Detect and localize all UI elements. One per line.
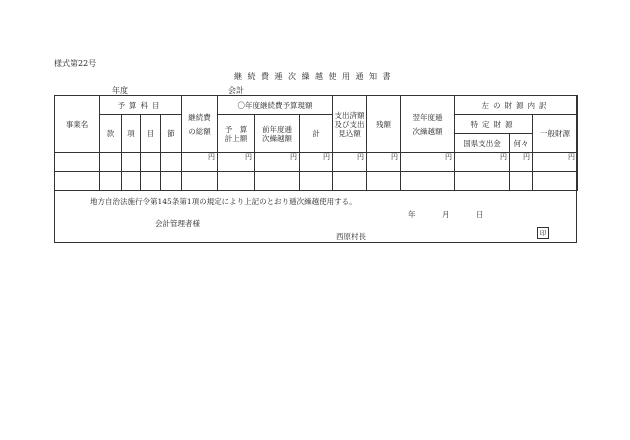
addressee: 会計管理者様 <box>155 219 200 228</box>
budget-amount-line1: 予 算 <box>224 124 248 134</box>
setsu-cell[interactable] <box>161 153 182 172</box>
continuing-total-line1: 継続費 <box>188 112 211 122</box>
date-month-label: 月 <box>442 210 450 219</box>
expenditure-cell[interactable]: 円 <box>333 153 367 172</box>
kan-cell[interactable] <box>100 153 122 172</box>
other-cell[interactable]: 円 <box>510 153 533 172</box>
continuing-total-header <box>182 96 218 153</box>
project-name-header: 事業名 <box>55 96 100 153</box>
subtotal-cell[interactable]: 円 <box>300 153 333 172</box>
table-cell[interactable] <box>55 172 100 191</box>
table-cell[interactable] <box>533 172 578 191</box>
setsu-header: 節 <box>161 115 182 153</box>
national-pref-cell[interactable]: 円 <box>455 153 510 172</box>
table-cell[interactable] <box>161 172 182 191</box>
other-header: 何々 <box>510 134 533 153</box>
table-cell[interactable] <box>401 172 455 191</box>
budget-amount-cell[interactable]: 円 <box>218 153 255 172</box>
next-carryover-line1: 翌年度逓 <box>412 112 443 122</box>
table-cell[interactable] <box>455 172 510 191</box>
statute-text: 地方自治法施行令第145条第1項の規定により上記のとおり逓次繰越使用する。 <box>90 197 357 206</box>
budget-amount-line2: 計上額 <box>224 133 248 143</box>
moku-header: 目 <box>141 115 161 153</box>
account-label: 会計 <box>228 86 244 95</box>
date-day-label: 日 <box>476 210 484 219</box>
kou-cell[interactable] <box>122 153 141 172</box>
expenditure-line1: 支出済額 <box>334 110 365 120</box>
current-budget-header: 〇年度継続費予算現額 <box>218 96 333 115</box>
date-year-label: 年 <box>408 210 416 219</box>
table-cell[interactable] <box>333 172 367 191</box>
page-title: 継続費逓次繰越使用通知書 <box>234 72 396 81</box>
mayor-signature: 西原村長 <box>336 232 366 241</box>
table-cell[interactable] <box>218 172 255 191</box>
prev-carryover-line2: 次繰越額 <box>262 133 292 143</box>
expenditure-line2: 及び支出 <box>334 119 365 129</box>
table-cell[interactable] <box>182 172 218 191</box>
form-number: 様式第22号 <box>54 59 97 68</box>
carryover-table <box>54 95 578 191</box>
expenditure-header <box>333 96 367 153</box>
next-carryover-header <box>401 96 455 153</box>
budget-item-header: 予算科目 <box>100 96 182 115</box>
continuing-total-cell[interactable]: 円 <box>182 153 218 172</box>
remaining-header: 残額 <box>367 96 401 153</box>
kan-header: 款 <box>100 115 122 153</box>
continuing-total-line2: の総額 <box>188 126 211 136</box>
seal-icon: 印 <box>537 227 549 239</box>
table-cell[interactable] <box>510 172 533 191</box>
general-funds-cell[interactable]: 円 <box>533 153 578 172</box>
prev-carryover-cell[interactable]: 円 <box>255 153 300 172</box>
next-carryover-cell[interactable]: 円 <box>401 153 455 172</box>
table-cell[interactable] <box>141 172 161 191</box>
table-cell[interactable] <box>255 172 300 191</box>
table-cell[interactable] <box>367 172 401 191</box>
table-cell[interactable] <box>300 172 333 191</box>
prev-carryover-header <box>255 115 300 153</box>
general-funds-header: 一般財源 <box>533 115 578 153</box>
expenditure-line3: 見込額 <box>338 128 361 138</box>
project-name-cell[interactable] <box>55 153 100 172</box>
prev-carryover-line1: 前年度逓 <box>262 124 292 134</box>
moku-cell[interactable] <box>141 153 161 172</box>
kou-header: 項 <box>122 115 141 153</box>
table-cell[interactable] <box>100 172 122 191</box>
remaining-cell[interactable]: 円 <box>367 153 401 172</box>
budget-amount-header <box>218 115 255 153</box>
subtotal-header: 計 <box>300 115 333 153</box>
specific-funds-header: 特定財源 <box>455 115 533 134</box>
next-carryover-line2: 次繰越額 <box>412 126 443 136</box>
national-pref-header: 国県支出金 <box>455 134 510 153</box>
table-cell[interactable] <box>122 172 141 191</box>
financing-header: 左の財源内訳 <box>455 96 578 115</box>
fiscal-year-label: 年度 <box>112 86 128 95</box>
